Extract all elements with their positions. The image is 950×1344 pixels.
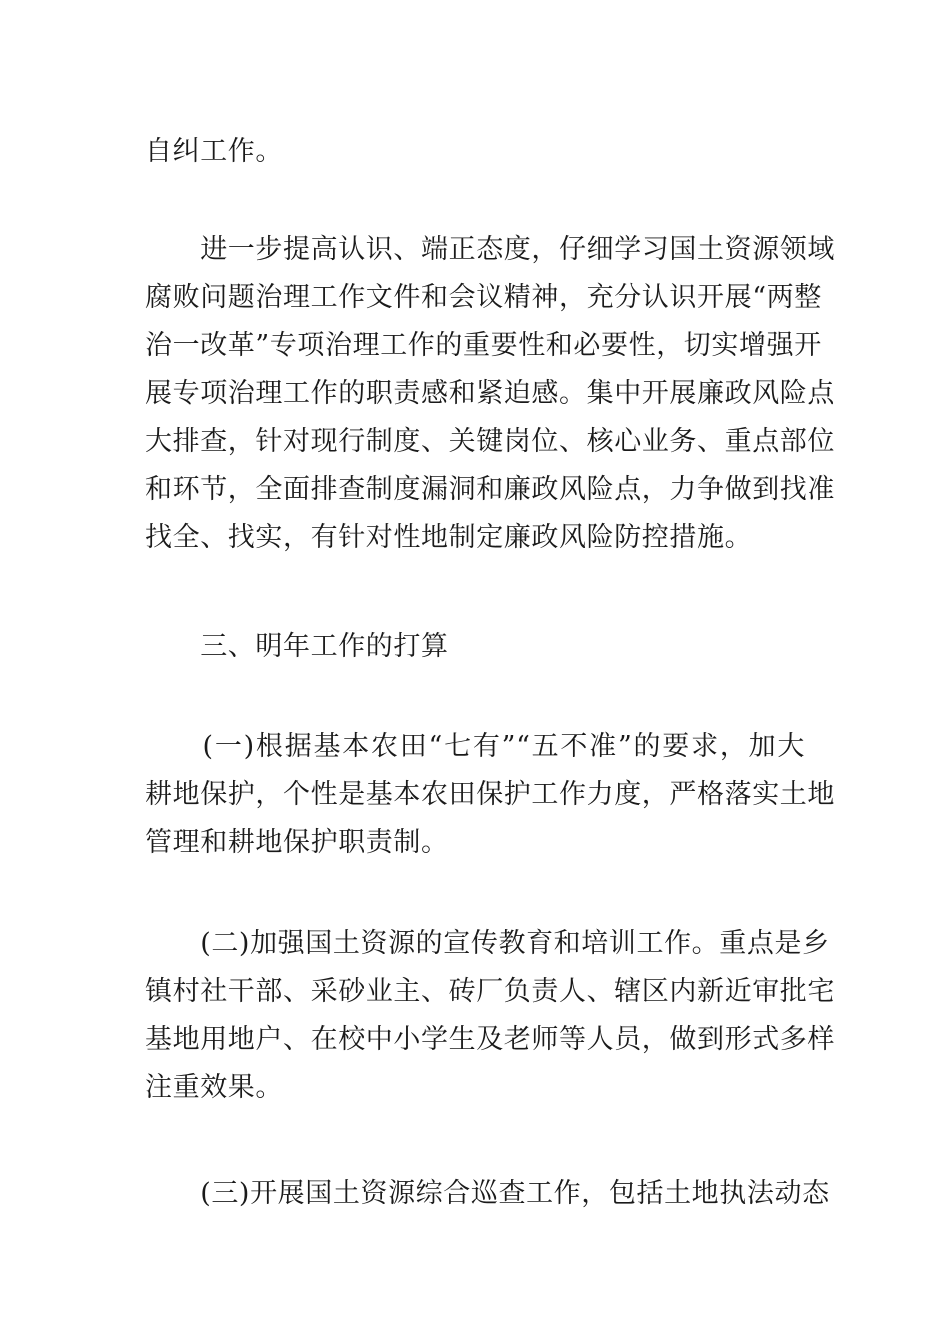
text-line: 耕地保护，个性是基本农田保护工作力度，严格落实土地 xyxy=(145,779,835,810)
text-line: 展专项治理工作的职责感和紧迫感。集中开展廉政风险点 xyxy=(145,378,835,409)
paragraph-anti-corruption xyxy=(145,226,835,562)
text-line: (一)根据基本农田“七有”“五不准”的要求，加大 xyxy=(145,731,805,762)
text-line: 注重效果。 xyxy=(145,1072,283,1103)
text-line: 治一改革”专项治理工作的重要性和必要性，切实增强开 xyxy=(145,330,822,361)
section-heading-next-year-plan xyxy=(145,623,805,671)
text-line: 三、明年工作的打算 xyxy=(145,631,449,662)
paragraph-item-2 xyxy=(145,920,835,1112)
paragraph-item-1 xyxy=(145,723,835,867)
text-line: 自纠工作。 xyxy=(145,136,283,167)
text-line: 管理和耕地保护职责制。 xyxy=(145,827,449,858)
text-line: (三)开展国土资源综合巡查工作，包括土地执法动态 xyxy=(145,1178,830,1209)
text-line: 腐败问题治理工作文件和会议精神，充分认识开展“两整 xyxy=(145,282,822,313)
text-line: (二)加强国土资源的宣传教育和培训工作。重点是乡 xyxy=(145,928,830,959)
text-line: 进一步提高认识、端正态度，仔细学习国土资源领域 xyxy=(145,234,835,265)
paragraph-self-correction-end xyxy=(145,128,805,176)
text-line: 基地用地户、在校中小学生及老师等人员，做到形式多样 xyxy=(145,1024,835,1055)
text-line: 找全、找实，有针对性地制定廉政风险防控措施。 xyxy=(145,522,753,553)
paragraph-item-3 xyxy=(145,1170,830,1218)
text-line: 和环节，全面排查制度漏洞和廉政风险点，力争做到找准 xyxy=(145,474,835,505)
text-line: 大排查，针对现行制度、关键岗位、核心业务、重点部位 xyxy=(145,426,835,457)
text-line: 镇村社干部、采砂业主、砖厂负责人、辖区内新近审批宅 xyxy=(145,976,835,1007)
